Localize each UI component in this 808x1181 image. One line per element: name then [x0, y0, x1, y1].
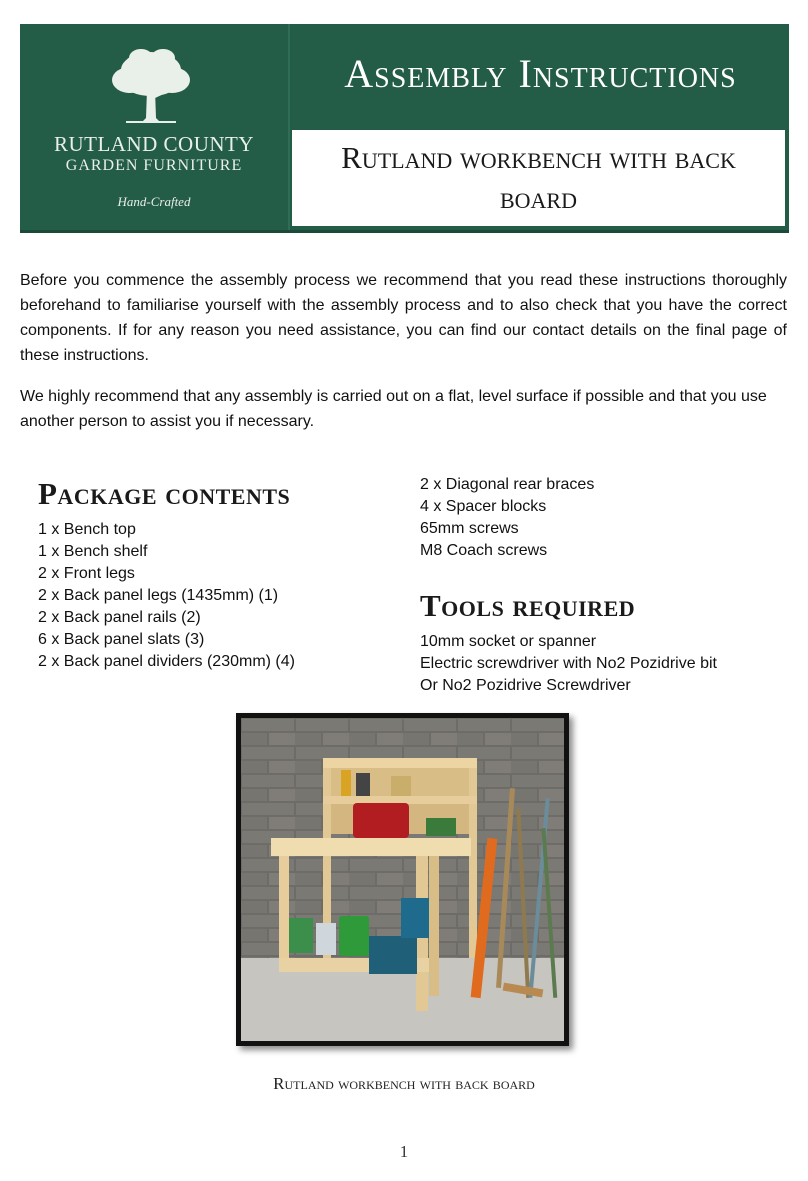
list-item: 1 x Bench shelf: [38, 543, 148, 560]
list-item: 65mm screws: [420, 520, 519, 537]
package-contents-list-continued: [420, 474, 790, 562]
list-item: 4 x Spacer blocks: [420, 498, 547, 515]
page-number: 1: [399, 1142, 409, 1161]
list-item: 10mm socket or spanner: [420, 633, 597, 650]
package-contents-section: [38, 475, 398, 673]
list-item: Or No2 Pozidrive Screwdriver: [420, 677, 631, 694]
oak-tree-logo: [106, 46, 196, 126]
list-item: Electric screwdriver with No2 Pozidrive bit: [420, 655, 717, 672]
list-item: 2 x Front legs: [38, 565, 135, 582]
intro-text: [20, 268, 787, 450]
photo-caption: Rutland workbench with back board: [273, 1074, 535, 1093]
package-contents-list: [38, 519, 398, 673]
subtitle-box: [292, 130, 785, 226]
package-contents-title: Package contents: [38, 476, 291, 511]
list-item: 2 x Back panel legs (1435mm) (1): [38, 587, 279, 604]
list-item: 2 x Back panel dividers (230mm) (4): [38, 653, 295, 670]
tools-required-section: [420, 587, 790, 697]
tools-required-title: Tools required: [420, 588, 636, 623]
brand-name: RUTLAND COUNTY: [53, 132, 255, 156]
brand-block: [20, 24, 288, 230]
tools-required-list: [420, 631, 790, 697]
list-item: 6 x Back panel slats (3): [38, 631, 205, 648]
header-divider: [288, 24, 290, 230]
list-item: 2 x Diagonal rear braces: [420, 476, 595, 493]
package-contents-continued: [420, 474, 790, 697]
header-banner: [20, 24, 789, 233]
list-item: 1 x Bench top: [38, 521, 136, 538]
workbench-illustration: [241, 718, 564, 1041]
brand-subtitle: GARDEN FURNITURE: [65, 157, 243, 174]
page-title: Assembly Instructions: [344, 51, 737, 96]
intro-paragraph-2: We highly recommend that any assembly is carried out on a flat, level surface if possible and that you use another person to assist you if necessary.: [20, 388, 767, 430]
product-subtitle: Rutland workbench with back board: [341, 140, 736, 215]
list-item: 2 x Back panel rails (2): [38, 609, 201, 626]
workbench-photo: [236, 713, 569, 1046]
brand-tagline: Hand-Crafted: [117, 194, 191, 209]
list-item: M8 Coach screws: [420, 542, 548, 559]
intro-paragraph-1: Before you commence the assembly process we recommend that you read these instructions thoroughly beforehand to familiarise yourself with the assembly process and to also check that you have the correct components. If for any reason you need assistance, you can find our contact details on the final page of these instructions.: [20, 272, 787, 364]
